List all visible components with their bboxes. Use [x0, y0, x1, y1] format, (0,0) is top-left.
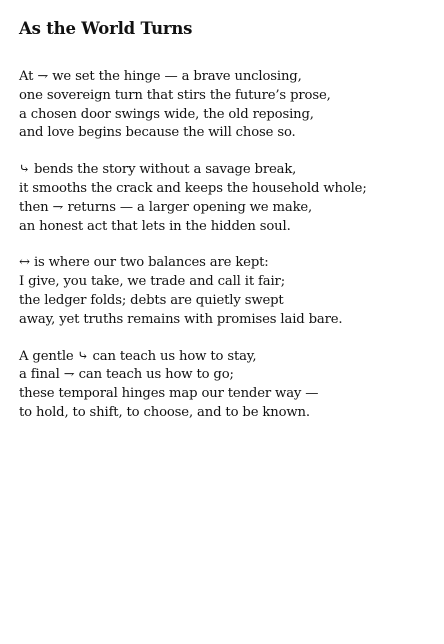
poem-line: a chosen door swings wide, the old reposing,: [19, 106, 314, 122]
stanza-1: [19, 68, 429, 143]
poem-page: [19, 18, 429, 441]
stanza-3: [19, 254, 429, 329]
poem-line: At ⇁ we set the hinge — a brave unclosing,: [19, 69, 302, 84]
poem-line: to hold, to shift, to choose, and to be known.: [19, 404, 310, 420]
poem-line: it smooths the crack and keeps the household whole;: [19, 180, 367, 196]
poem-title: As the World Turns: [19, 19, 193, 38]
poem-line: an honest act that lets in the hidden soul.: [19, 218, 291, 234]
poem-line: away, yet truths remains with promises laid bare.: [19, 311, 343, 327]
stanza-2: [19, 161, 429, 236]
stanza-4: [19, 348, 429, 423]
poem-line: the ledger folds; debts are quietly swept: [19, 292, 284, 308]
poem-line: and love begins because the will chose so.: [19, 125, 296, 141]
poem-line: ↔ is where our two balances are kept:: [19, 255, 269, 271]
poem-line: these temporal hinges map our tender way —: [19, 386, 319, 402]
poem-line: then ⇁ returns — a larger opening we make,: [19, 199, 313, 215]
poem-line: ⤷ bends the story without a savage break,: [19, 162, 297, 178]
poem-line: a final ⇁ can teach us how to go;: [19, 367, 234, 383]
poem-line: one sovereign turn that stirs the future’s prose,: [19, 87, 331, 103]
poem-line: I give, you take, we trade and call it fair;: [19, 274, 285, 290]
poem-line: A gentle ⤷ can teach us how to stay,: [19, 348, 257, 364]
